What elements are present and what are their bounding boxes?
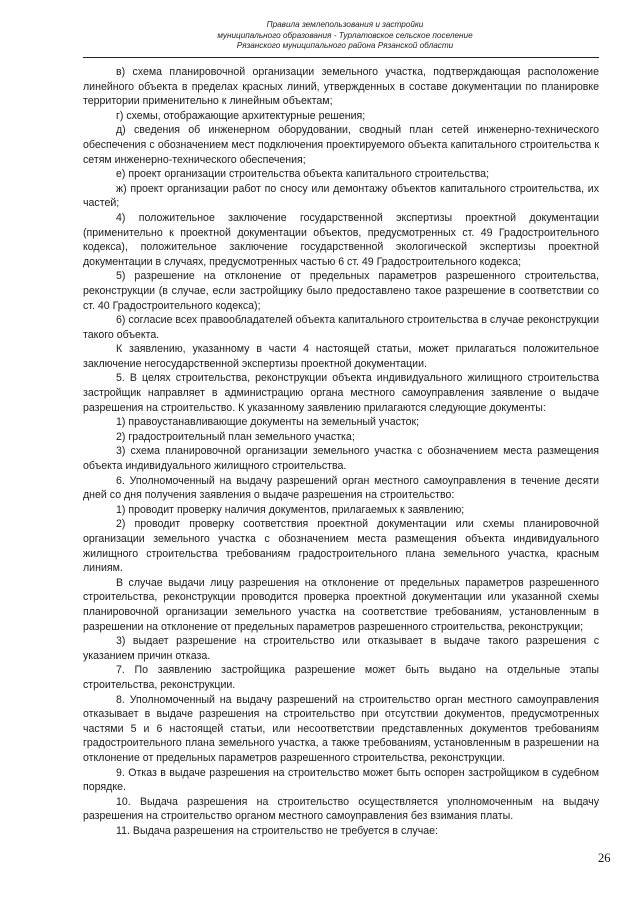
running-header	[150, 20, 540, 52]
paragraph-g-architecture: г) схемы, отображающие архитектурные решения;	[116, 109, 366, 122]
paragraph-item-5: 5. В целях строительства, реконструкции объекта индивидуального жилищного строительства застройщик направляет в администрацию органа местного самоуправления заявление о выдаче разрешения на строительство. К указанному заявлению прилагаются следующие документы:	[83, 372, 599, 414]
paragraph-5-3-site-scheme: 3) схема планировочной организации земельного участка с обозначением места размещения объекта индивидуального жилищного строительства.	[83, 445, 599, 473]
paragraph-4-expertise: 4) положительное заключение государственной экспертизы проектной документации (применительно к проектной документации объектов, предусмотренных ст. 49 Градостроительного кодекса), положительное заключение государственной экологической экспертизы проектной документации в случаях, предусмотренных частью 6 ст. 49 Градостроительного кодекса;	[83, 211, 599, 268]
header-line-3: Рязанского муниципального района Рязанской области	[236, 41, 454, 50]
paragraph-item-6: 6. Уполномоченный на выдачу разрешений орган местного самоуправления в течение десяти дней со дня получения заявления о выдаче разрешения на строительство:	[83, 474, 599, 502]
paragraph-5-1-title-docs: 1) правоустанавливающие документы на земельный участок;	[116, 416, 420, 429]
paragraph-deviation-check: В случае выдачи лицу разрешения на отклонение от предельных параметров разрешенного строительства, реконструкции проводится проверка проектной документации или указанной схемы планировочной организации земельного участка на соответствие требованиям, установленным в разрешении на отклонение от предельных параметров разрешенного строительства, реконструкции;	[83, 576, 599, 633]
paragraph-item-11: 11. Выдача разрешения на строительство не требуется в случае:	[116, 824, 438, 837]
paragraph-5-2-urban-plan: 2) градостроительный план земельного участка;	[116, 430, 355, 443]
paragraph-item-7: 7. По заявлению застройщика разрешение может быть выдано на отдельные этапы строительства, реконструкции.	[83, 664, 599, 691]
paragraph-6-3-issue-or-refuse: 3) выдает разрешение на строительство или отказывает в выдаче такого разрешения с указанием причин отказа.	[83, 635, 599, 662]
paragraph-6-2-check-compliance: 2) проводит проверку соответствия проектной документации или схемы планировочной организации земельного участка с обозначением места размещения объекта индивидуального жилищного строительства требованиям градостроительного плана земельного участка, красным линиям.	[83, 518, 599, 575]
paragraph-6-owners-consent: 6) согласие всех правообладателей объекта капитального строительства в случае реконструкции такого объекта.	[83, 314, 599, 341]
document-body	[83, 65, 599, 838]
paragraph-item-9: 9. Отказ в выдаче разрешения на строительство может быть оспорен застройщиком в судебном порядке.	[83, 766, 599, 794]
header-rule	[83, 57, 599, 58]
paragraph-5-deviation-permit: 5) разрешение на отклонение от предельных параметров разрешенного строительства, реконструкции (в случае, если застройщику было предоставлено такое разрешение в соответствии со ст. 40 Градостроительного кодекса);	[83, 270, 599, 312]
header-line-2: муниципального образования - Турлатовское сельское поселение	[217, 30, 473, 40]
paragraph-item-8: 8. Уполномоченный на выдачу разрешений на строительство орган местного самоуправления отказывает в выдаче разрешения на строительство при отсутствии документов, предусмотренных частями 5 и 6 настоящей статьи, или несоответствии представленных документов требованиям градостроительного плана земельного участка, а также требованиям, установленным в разрешении на отклонение от предельных параметров разрешенного строительства, реконструкции.	[83, 693, 599, 764]
paragraph-item-10: 10. Выдача разрешения на строительство осуществляется уполномоченным на выдачу разрешения на строительство органом местного самоуправления без взимания платы.	[83, 795, 599, 823]
paragraph-d-engineering: д) сведения об инженерном оборудовании, сводный план сетей инженерно-технического обеспечения с обозначением мест подключения проектируемого объекта капитального строительства к сетям инженерно-технического обеспечения;	[83, 124, 599, 166]
paragraph-nonstate-expertise: К заявлению, указанному в части 4 настоящей статьи, может прилагаться положительное заключение негосударственной экспертизы проектной документации.	[83, 343, 599, 370]
header-line-1: Правила землепользования и застройки	[266, 20, 424, 29]
page-number: 26	[598, 851, 611, 865]
paragraph-v-scheme: в) схема планировочной организации земельного участка, подтверждающая расположение линейного объекта в пределах красных линий, утвержденных в составе документации по планировке территории применительно к линейным объектам;	[83, 66, 599, 108]
paragraph-zh-demolition-project: ж) проект организации работ по сносу или демонтажу объектов капитального строительства, их частей;	[83, 182, 599, 210]
paragraph-e-construction-project: е) проект организации строительства объекта капитального строительства;	[116, 168, 490, 181]
paragraph-6-1-check-docs: 1) проводит проверку наличия документов, прилагаемых к заявлению;	[116, 503, 465, 516]
